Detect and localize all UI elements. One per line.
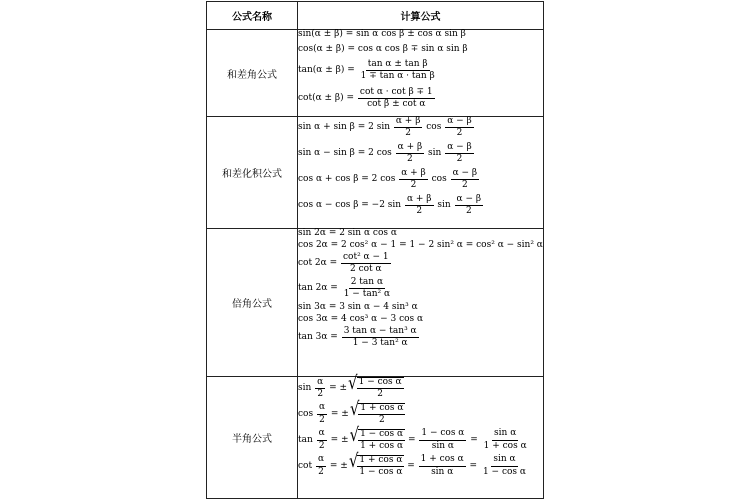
numerator: α − β [451, 169, 480, 180]
formula-text: = ± [327, 460, 348, 471]
formula-text: sin [298, 382, 315, 393]
fraction [451, 169, 480, 191]
group-name: 和差化积公式 [207, 117, 298, 229]
fraction [396, 143, 425, 165]
denominator: 1 − cos α [359, 467, 403, 478]
square-root [349, 423, 406, 452]
denominator: 2 [456, 128, 463, 139]
formula-text: cos [428, 174, 450, 185]
denominator: 2 [465, 206, 472, 217]
formula-line [298, 30, 543, 39]
fraction [316, 455, 326, 477]
formula-text: = ± [328, 408, 349, 419]
formula-line [298, 45, 543, 54]
denominator: 1 + cos α [360, 441, 404, 452]
radical-sign-icon: √ [348, 449, 359, 472]
formula-line [298, 195, 543, 217]
denominator: 2 [379, 415, 385, 426]
formula-line [298, 397, 543, 426]
denominator: 2 [407, 154, 413, 165]
denominator: 1 ∓ tan α · tan β [360, 71, 435, 82]
numerator: cot α · cot β ∓ 1 [358, 88, 435, 99]
formula-text: cos [423, 122, 445, 133]
radical-sign-icon: √ [348, 371, 358, 395]
formula-text: = [404, 460, 418, 471]
fraction [358, 88, 435, 110]
denominator: 2 [456, 154, 463, 165]
fraction [455, 195, 484, 217]
denominator: sin α [431, 440, 454, 451]
numerator: α + β [399, 169, 428, 180]
fraction [481, 455, 528, 477]
numerator: α [317, 429, 327, 440]
formula-line [298, 371, 543, 400]
group-row [207, 117, 544, 229]
numerator: 1 + cos α [419, 455, 466, 466]
denominator: 2 cot α [350, 264, 382, 275]
formula-line [298, 315, 543, 324]
formula-text: sin [434, 200, 454, 211]
numerator: sin α [492, 429, 518, 440]
fraction [419, 455, 466, 477]
square-root [348, 449, 405, 478]
numerator: 1 − cos α [419, 429, 466, 440]
radical-sign-icon: √ [349, 397, 360, 421]
denominator: 2 [416, 206, 423, 217]
fraction [358, 429, 405, 452]
formula-line [298, 60, 543, 82]
radical-sign-icon: √ [349, 423, 360, 446]
denominator: cot β ± cot α [367, 99, 426, 110]
denominator: 1 − cos α [482, 466, 526, 477]
formula-text: sin [425, 148, 445, 159]
header-formula: 计算公式 [298, 2, 544, 30]
group-name: 半角公式 [207, 377, 298, 499]
numerator: 2 tan α [349, 278, 385, 289]
fraction [357, 455, 404, 478]
formula-line [298, 449, 543, 478]
denominator: 1 − tan² α [343, 289, 391, 300]
numerator: 1 − cos α [357, 378, 404, 389]
formula-text: tan [298, 434, 316, 445]
fraction [315, 378, 325, 400]
formula-line [298, 327, 543, 349]
denominator: 2 [461, 180, 468, 191]
formula-text: = [466, 460, 480, 471]
formula-line [298, 253, 543, 275]
fraction [342, 327, 419, 349]
numerator: 1 − cos α [358, 430, 405, 441]
group-row [207, 377, 544, 499]
numerator: α + β [405, 195, 434, 206]
formula-line [298, 229, 543, 238]
formula-text: tan 3α = [298, 332, 341, 343]
fraction [419, 429, 466, 451]
formula-text: sin(α ± β) = sin α cos β ± cos α sin β [298, 29, 466, 39]
numerator: 1 + cos α [357, 456, 404, 467]
fraction [445, 117, 474, 139]
formula-line [298, 117, 543, 139]
square-root [349, 397, 406, 426]
fraction [445, 143, 474, 165]
denominator: 1 − 3 tan² α [352, 338, 408, 349]
header-formula-name: 公式名称 [207, 2, 298, 30]
numerator: α − β [455, 195, 484, 206]
fraction [357, 377, 404, 400]
formula-text: cos 2α = 2 cos² α − 1 = 1 − 2 sin² α = cos² α − sin² α [298, 240, 543, 250]
formula-text: tan 2α = [298, 283, 341, 294]
formula-text: cos 3α = 4 cos³ α − 3 cos α [298, 313, 424, 324]
formula-line [298, 423, 543, 452]
fraction [342, 278, 392, 300]
formula-line [298, 241, 543, 250]
numerator: tan α ± tan β [366, 60, 430, 71]
formula-text: sin α − sin β = 2 cos [298, 148, 395, 159]
numerator: α + β [396, 143, 425, 154]
denominator: 2 [377, 389, 383, 400]
square-root [348, 371, 404, 400]
formula-text: cot 2α = [298, 258, 341, 269]
fraction [359, 60, 437, 82]
formula-text: = [467, 434, 481, 445]
numerator: α + β [394, 117, 423, 128]
formula-text: cos [298, 408, 316, 419]
fraction [399, 169, 428, 191]
formula-cell [298, 30, 544, 117]
formula-text: sin α + sin β = 2 sin [298, 122, 393, 133]
numerator: α [317, 403, 327, 414]
group-row [207, 30, 544, 117]
formula-text: sin 2α = 2 sin α cos α [298, 228, 397, 238]
fraction [405, 195, 434, 217]
formula-text: sin 3α = 3 sin α − 4 sin³ α [298, 301, 418, 312]
numerator: sin α [491, 455, 517, 466]
group-name: 倍角公式 [207, 229, 298, 377]
fraction [341, 253, 391, 275]
fraction [394, 117, 423, 139]
numerator: α − β [445, 143, 474, 154]
denominator: 2 [318, 440, 325, 451]
numerator: 1 + cos α [358, 404, 405, 415]
formula-cell [298, 117, 544, 229]
denominator: 1 + cos α [483, 440, 527, 451]
fraction [317, 429, 327, 451]
formula-line [298, 303, 543, 312]
formula-cell [298, 229, 544, 377]
formula-line [298, 143, 543, 165]
fraction [358, 403, 405, 426]
numerator: 3 tan α − tan³ α [342, 327, 419, 338]
formula-text: cos α + cos β = 2 cos [298, 174, 399, 185]
denominator: 2 [405, 128, 411, 139]
denominator: sin α [431, 466, 454, 477]
numerator: α [316, 455, 326, 466]
fraction [317, 403, 327, 425]
header-row [207, 2, 544, 30]
formula-text: tan(α ± β) = [298, 65, 358, 76]
formula-line [298, 169, 543, 191]
denominator: 2 [317, 388, 324, 399]
formula-text: cot(α ± β) = [298, 93, 357, 104]
numerator: cot² α − 1 [341, 253, 391, 264]
formula-text: cot [298, 460, 315, 471]
formula-table [206, 1, 544, 499]
fraction [482, 429, 529, 451]
formula-line [298, 278, 543, 300]
group-row [207, 229, 544, 377]
formula-text: cos(α ± β) = cos α cos β ∓ sin α sin β [298, 44, 468, 54]
denominator: 2 [410, 180, 417, 191]
numerator: α [315, 378, 325, 389]
formula-text: = ± [326, 382, 348, 393]
group-name: 和差角公式 [207, 30, 298, 117]
formula-line [298, 88, 543, 110]
formula-text: = [405, 434, 419, 445]
formula-text: cos α − cos β = −2 sin [298, 200, 404, 211]
formula-cell [298, 371, 544, 499]
numerator: α − β [445, 117, 474, 128]
formula-text: = ± [327, 434, 349, 445]
denominator: 2 [318, 466, 324, 477]
denominator: 2 [319, 414, 325, 425]
